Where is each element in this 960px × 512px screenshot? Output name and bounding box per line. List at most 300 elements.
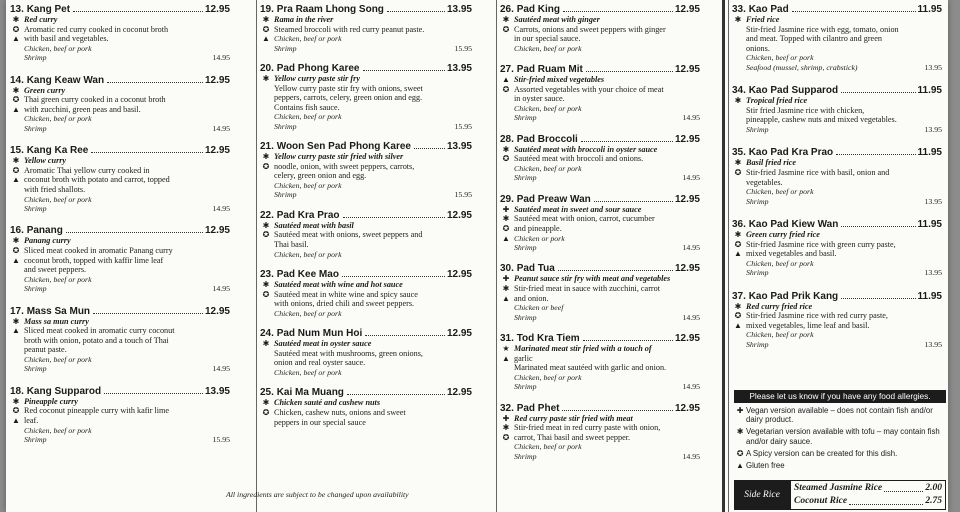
dietary-icons (501, 15, 511, 34)
item-details (500, 344, 700, 392)
option-label: Chicken, beef or pork (514, 442, 582, 452)
dot-leader (836, 154, 915, 155)
option-label: Chicken, beef or pork (24, 114, 92, 124)
menu-item-header (10, 4, 230, 15)
dot-leader (558, 270, 673, 271)
item-price: 12.95 (674, 4, 700, 15)
spicy-icon: ✪ (502, 432, 510, 442)
gluten-free-icon: ▲ (12, 255, 20, 265)
dietary-icons (501, 344, 511, 363)
item-number: 30. (500, 263, 514, 275)
protein-option (746, 53, 942, 62)
item-tagline: Green curry (24, 85, 66, 95)
item-description-line: onion and real oyster sauce. (274, 358, 366, 368)
item-tagline: Sautéed meat with broccoli in oyster sauce (514, 144, 658, 154)
protein-option (746, 259, 942, 268)
option-price: 13.95 (924, 268, 942, 278)
option-price: 13.95 (924, 62, 942, 72)
dietary-icons (261, 280, 271, 299)
item-title: Pad Broccoli (516, 133, 578, 145)
menu-item-name (500, 64, 583, 75)
item-details (10, 15, 230, 63)
vegan-icon: ✚ (502, 413, 510, 423)
vegetarian-icon: ✱ (12, 15, 20, 24)
spicy-icon: ✪ (502, 154, 510, 164)
allergy-legend-line (734, 449, 946, 458)
option-label: Chicken, beef or pork (514, 43, 582, 53)
option-label: Shrimp (24, 284, 47, 294)
option-label: Shrimp (24, 203, 47, 213)
option-label: Shrimp (746, 196, 769, 206)
option-label: Shrimp (514, 382, 537, 392)
item-description-line: mixed vegetables and basil. (746, 249, 837, 259)
gluten-free-icon: ▲ (502, 293, 510, 303)
dot-leader (365, 335, 445, 336)
option-label: Shrimp (514, 173, 537, 183)
protein-option (746, 63, 942, 72)
vegetarian-icon: ✱ (12, 316, 20, 326)
item-tagline: Sautéed meat in sweet and sour sauce (514, 204, 642, 214)
item-number: 35. (732, 147, 746, 159)
protein-option (274, 112, 472, 121)
gluten-free-icon: ▲ (12, 326, 20, 336)
vegetarian-icon: ✱ (262, 279, 270, 289)
item-description-line: Aromatic Thai yellow curry cooked in (24, 165, 150, 175)
item-number: 17. (10, 305, 24, 317)
item-number: 22. (260, 209, 274, 221)
item-price: 12.95 (204, 145, 230, 157)
menu-item-header (500, 403, 700, 414)
option-label: Chicken, beef or pork (274, 180, 342, 190)
protein-option (274, 44, 472, 53)
vegetarian-icon: ✱ (734, 301, 742, 311)
option-label: Shrimp (514, 113, 537, 123)
gluten-free-icon: ▲ (734, 249, 742, 259)
item-title: Kao Pad Prik Kang (748, 290, 839, 302)
item-number: 19. (260, 4, 274, 15)
item-title: Kai Ma Muang (276, 387, 344, 399)
item-details (10, 156, 230, 213)
item-number: 33. (732, 4, 746, 15)
item-number: 31. (500, 332, 514, 344)
item-description-line: and pineapple. (514, 223, 562, 233)
protein-option (514, 382, 700, 391)
dot-leader (792, 11, 916, 12)
menu-column-sauteed (500, 0, 700, 512)
spicy-icon: ✪ (734, 239, 742, 249)
spicy-icon: ✪ (12, 24, 20, 34)
protein-option (274, 34, 472, 43)
item-number: 36. (732, 218, 746, 230)
item-description-line: peppers, carrots, celery, green onion and egg. (274, 93, 423, 103)
side-item-name: Coconut Rice (794, 496, 848, 506)
side-rice-box (734, 480, 946, 510)
item-description-line: and onion. (514, 293, 549, 303)
menu-item (260, 63, 472, 131)
menu-item-header (260, 4, 472, 15)
menu-item (732, 291, 942, 350)
item-description-line: broth with onion, potato and a touch of Thai (24, 335, 169, 345)
protein-option (24, 44, 230, 53)
option-label: Shrimp (24, 123, 47, 133)
item-description-line: Thai basil. (274, 239, 309, 249)
dot-leader (884, 482, 923, 492)
column-divider (722, 0, 725, 512)
item-description-line: Stir-fried Jasmine rice with green curry paste, (746, 239, 896, 249)
vegan-icon: ✚ (502, 274, 510, 284)
option-label: Shrimp (24, 364, 47, 374)
dietary-icons (501, 414, 511, 443)
dietary-icons (261, 152, 271, 171)
menu-item-name (732, 85, 838, 96)
menu-item-name (10, 306, 90, 317)
vegan-icon: ✚ (736, 406, 744, 415)
menu-item (732, 147, 942, 206)
item-title: Kang Ka Ree (26, 145, 89, 157)
protein-option (274, 368, 472, 377)
dot-leader (849, 495, 923, 505)
menu-item-name (500, 403, 559, 414)
vegetarian-icon: ✱ (734, 158, 742, 168)
item-title: Kao Pad Kra Prao (748, 147, 834, 159)
item-number: 15. (10, 145, 24, 157)
gluten-free-icon: ▲ (262, 34, 270, 44)
item-tagline: Rama in the river (274, 15, 334, 24)
option-price: 14.95 (212, 203, 230, 213)
option-label: Chicken, beef or pork (274, 308, 342, 318)
option-label: Shrimp (514, 451, 537, 461)
menu-item-header (732, 147, 942, 158)
star-icon: ★ (502, 343, 510, 353)
item-description-line: peppers in our special sauce (274, 417, 366, 427)
item-description-line: Sautéed meat with broccoli and onions. (514, 154, 644, 164)
menu-item-header (260, 141, 472, 152)
menu-item-name (260, 387, 344, 398)
protein-option (514, 104, 700, 113)
menu-item-header (10, 386, 230, 397)
menu-item-name (260, 269, 339, 280)
item-tagline: Marinated meat stir fried with a touch of (514, 343, 652, 353)
menu-item (10, 75, 230, 134)
dietary-icons (733, 158, 743, 177)
protein-option (746, 125, 942, 134)
menu-item (260, 141, 472, 200)
menu-item-name (732, 4, 789, 15)
item-tagline: Sautéed meat with ginger (514, 15, 600, 24)
item-title: Pad Kee Mao (276, 268, 339, 280)
menu-item (10, 306, 230, 374)
dietary-icons (501, 205, 511, 243)
item-details (10, 86, 230, 134)
vegetarian-icon: ✱ (502, 283, 510, 293)
item-title: Kang Supparod (26, 385, 102, 397)
dot-leader (387, 11, 445, 12)
item-tagline: Red curry (24, 15, 58, 24)
option-price: 15.95 (454, 121, 472, 131)
spicy-icon: ✪ (502, 24, 510, 34)
protein-option (514, 234, 700, 243)
item-number: 28. (500, 133, 514, 145)
item-title: Kao Pad (748, 4, 789, 15)
item-title: Pad King (516, 4, 561, 15)
item-number: 23. (260, 268, 274, 280)
menu-item-name (732, 147, 833, 158)
protein-option (746, 197, 942, 206)
item-description-line: Sautéed meat with onions, sweet peppers and (274, 230, 423, 240)
protein-option (24, 204, 230, 213)
menu-item-header (10, 225, 230, 236)
item-title: Kao Pad Supparod (748, 85, 839, 97)
allergy-legend (734, 390, 946, 470)
spicy-icon: ✪ (736, 448, 744, 458)
item-tagline: Basil fried rice (746, 158, 797, 168)
menu-item-name (260, 141, 411, 152)
menu-item-header (732, 291, 942, 302)
item-details (732, 158, 942, 206)
item-tagline: Stir-fried mixed vegetables (514, 75, 605, 85)
menu-column-stir-fry (260, 0, 472, 512)
item-price: 13.95 (446, 141, 472, 153)
item-number: 14. (10, 74, 24, 86)
menu-item-name (500, 134, 578, 145)
option-label: Chicken, beef or pork (274, 249, 342, 259)
item-description-line: Stir-fried meat in red curry paste with onion, (514, 423, 661, 433)
spicy-icon: ✪ (502, 223, 510, 233)
item-description-line: Stir-fried Jasmine rice with basil, onion and (746, 167, 890, 177)
dot-leader (66, 232, 203, 233)
menu-item-name (10, 225, 63, 236)
dietary-icons (733, 230, 743, 259)
dot-leader (414, 148, 445, 149)
dot-leader (347, 394, 445, 395)
dietary-icons (501, 75, 511, 94)
menu-item-header (500, 263, 700, 274)
menu-item (500, 134, 700, 183)
item-price: 11.95 (917, 85, 942, 97)
item-price: 12.95 (674, 133, 700, 145)
menu-item (500, 64, 700, 123)
vegetarian-icon: ✱ (736, 427, 744, 437)
item-number: 34. (732, 85, 746, 97)
dot-leader (93, 313, 203, 314)
item-title: Kang Keaw Wan (26, 74, 105, 86)
item-description-line: Yellow curry paste stir fry with onions, sweet (274, 83, 423, 93)
item-details (260, 398, 472, 427)
option-price: 15.95 (212, 434, 230, 444)
menu-item (10, 386, 230, 445)
item-title: Panang (26, 225, 63, 237)
item-tagline: Tropical fried rice (746, 96, 808, 106)
item-price: 13.95 (204, 385, 230, 397)
item-title: Pad Num Mun Hoi (276, 328, 363, 340)
option-label: Chicken, beef or pork (746, 258, 814, 268)
item-description-line: in oyster sauce. (514, 94, 565, 104)
item-details (10, 397, 230, 445)
item-title: Mass Sa Mun (26, 305, 91, 317)
item-details (732, 15, 942, 72)
menu-item-header (732, 85, 942, 96)
menu-item-name (732, 219, 838, 230)
menu-item (10, 225, 230, 293)
menu-item (260, 210, 472, 259)
item-description-line: Contains fish sauce. (274, 102, 340, 112)
gluten-free-icon: ▲ (502, 75, 510, 85)
spicy-icon: ✪ (12, 165, 20, 175)
item-price: 11.95 (917, 290, 942, 302)
allergy-legend-line (734, 406, 946, 424)
dot-leader (363, 70, 445, 71)
item-number: 20. (260, 63, 274, 74)
item-number: 16. (10, 225, 24, 237)
item-tagline: Yellow curry paste stir fried with silver (274, 152, 404, 162)
item-price: 13.95 (446, 4, 472, 15)
option-price: 14.95 (682, 113, 700, 123)
menu-item-header (500, 64, 700, 75)
item-title: Pad Phet (516, 402, 560, 414)
item-description-line: Stir-fried Jasmine rice with red curry paste, (746, 311, 888, 321)
menu-item-name (260, 328, 362, 339)
item-description-line: Assorted vegetables with your choice of meat (514, 84, 664, 94)
protein-option (24, 114, 230, 123)
dietary-icons (11, 397, 21, 426)
vegetarian-icon: ✱ (734, 229, 742, 239)
option-label: Shrimp (24, 53, 47, 63)
item-tagline: Sautéed meat with wine and hot sauce (274, 279, 403, 289)
menu-item-header (260, 210, 472, 221)
menu-item-header (260, 328, 472, 339)
vegetarian-icon: ✱ (262, 220, 270, 230)
item-description-line: with basil and vegetables. (24, 34, 109, 44)
protein-option (24, 435, 230, 444)
dietary-icons (261, 74, 271, 84)
item-tagline: Red curry fried rice (746, 301, 813, 311)
option-price: 14.95 (682, 242, 700, 252)
item-price: 12.95 (204, 305, 230, 317)
option-label: Shrimp (274, 121, 297, 131)
option-price: 14.95 (212, 364, 230, 374)
menu-item-header (500, 194, 700, 205)
protein-option (24, 124, 230, 133)
dietary-icons (733, 96, 743, 106)
item-tagline: Mass sa mun curry (24, 316, 89, 326)
dot-leader (583, 340, 673, 341)
spicy-icon: ✪ (262, 230, 270, 240)
item-price: 12.95 (674, 263, 700, 275)
option-label: Seafood (mussel, shrimp, crabstick) (746, 62, 858, 72)
option-price: 15.95 (454, 190, 472, 200)
item-details (500, 205, 700, 253)
vegetarian-icon: ✱ (262, 74, 270, 83)
vegetarian-icon: ✱ (262, 15, 270, 24)
protein-option (24, 284, 230, 293)
side-item-name: Steamed Jasmine Rice (794, 483, 883, 493)
menu-item (732, 4, 942, 72)
item-description-line: coconut broth, topped with kaffir lime leaf (24, 255, 164, 265)
dietary-icons (733, 302, 743, 331)
vegetarian-icon: ✱ (502, 214, 510, 224)
dot-leader (562, 410, 672, 411)
menu-item (10, 4, 230, 63)
protein-option (24, 275, 230, 284)
protein-option (514, 243, 700, 252)
option-price: 15.95 (454, 43, 472, 53)
vegan-icon: ✚ (502, 204, 510, 214)
spicy-icon: ✪ (734, 167, 742, 177)
item-price: 12.95 (446, 268, 472, 280)
item-description-line: with zucchini, green peas and basil. (24, 104, 141, 114)
item-details (500, 15, 700, 53)
side-item-price: 2.00 (925, 483, 942, 493)
protein-option (514, 113, 700, 122)
protein-option (274, 250, 472, 259)
menu-item (500, 4, 700, 53)
side-rice-item (794, 495, 942, 508)
option-price: 14.95 (212, 53, 230, 63)
menu-item-header (260, 63, 472, 74)
item-description-line: noodle, onion, with sweet peppers, carrots, (274, 161, 415, 171)
item-tagline: Red curry paste stir fried with meat (514, 413, 633, 423)
menu-item-name (500, 194, 591, 205)
vegetarian-icon: ✱ (12, 396, 20, 406)
dietary-icons (501, 274, 511, 303)
item-description-line: carrot, Thai basil and sweet pepper. (514, 432, 631, 442)
protein-option (274, 122, 472, 131)
dietary-icons (11, 86, 21, 115)
item-number: 29. (500, 193, 514, 205)
protein-option (274, 190, 472, 199)
item-number: 21. (260, 141, 274, 153)
option-label: Chicken, beef or pork (24, 354, 92, 364)
item-price: 11.95 (917, 218, 942, 230)
legend-text: Vegan version available – does not contain fish and/or dairy product. (746, 406, 933, 425)
dietary-icons (733, 15, 743, 25)
column-divider (496, 0, 497, 512)
protein-option (24, 355, 230, 364)
option-label: Chicken, beef or pork (746, 53, 814, 63)
availability-footnote: All ingredients are subject to be changed upon availability (226, 490, 409, 499)
item-title: Tod Kra Tiem (516, 332, 580, 344)
option-label: Chicken, beef or pork (24, 194, 92, 204)
menu-item (732, 219, 942, 278)
protein-option (746, 340, 942, 349)
menu-item-header (500, 134, 700, 145)
item-price: 12.95 (674, 402, 700, 414)
dietary-icons (11, 236, 21, 265)
option-price: 14.95 (212, 123, 230, 133)
dietary-icons (261, 398, 271, 417)
item-description-line: in our special sauce. (514, 34, 581, 44)
menu-item (260, 387, 472, 427)
option-label: Chicken, beef or pork (24, 425, 92, 435)
vegetarian-icon: ✱ (502, 423, 510, 433)
gluten-free-icon: ▲ (12, 415, 20, 425)
item-description-line: with onions, dried chili and sweet peppers. (274, 299, 415, 309)
gluten-free-icon: ▲ (734, 320, 742, 330)
item-number: 25. (260, 387, 274, 399)
menu-item-header (10, 145, 230, 156)
dot-leader (841, 298, 915, 299)
item-number: 26. (500, 4, 514, 15)
option-label: Shrimp (514, 312, 537, 322)
item-description-line: Sliced meat cooked in aromatic curry coconut (24, 326, 175, 336)
option-label: Shrimp (514, 242, 537, 252)
item-number: 24. (260, 328, 274, 340)
spicy-icon: ✪ (12, 245, 20, 255)
menu-item-header (260, 387, 472, 398)
item-description-line: Sautéed meat with mushrooms, green onions, (274, 348, 423, 358)
gluten-free-icon: ▲ (736, 461, 744, 471)
protein-option (514, 164, 700, 173)
